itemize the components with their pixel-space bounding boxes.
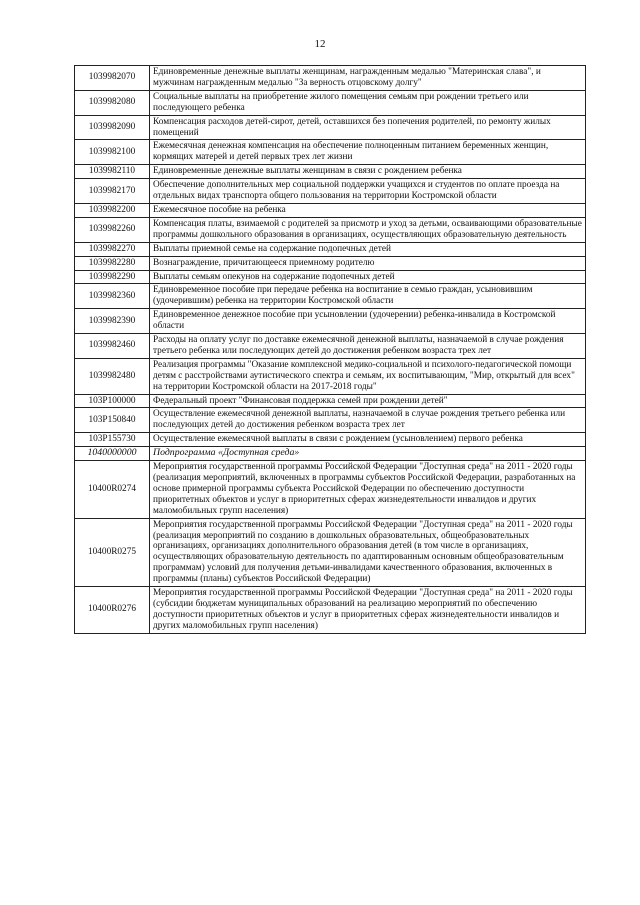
table-row <box>75 140 586 165</box>
description-cell: Реализация программы "Оказание комплексной медико-социальной и психолого-педагогической помощи детям с расстройствами аутистического спектра и семьям, их воспитывающим, "Мир, открытый для всех" на территории Костромской области на 2017-2018 годы" <box>150 358 586 394</box>
description-cell: Федеральный проект "Финансовая поддержка семей при рождении детей" <box>150 394 586 408</box>
description-cell: Вознаграждение, причитающееся приемному родителю <box>150 256 586 270</box>
table-row <box>75 433 586 447</box>
code-cell: 1039982070 <box>75 66 150 91</box>
table-row <box>75 256 586 270</box>
code-cell: 1040000000 <box>75 447 150 461</box>
table-row <box>75 461 586 519</box>
table-row <box>75 203 586 217</box>
description-cell: Мероприятия государственной программы Российской Федерации "Доступная среда" на 2011 - 2020 годы (реализация мероприятий, включенных в программы субъектов Российской Федерации, разработанных на основе примерной программы субъекта Российской Федерации по обеспечению доступности приоритетных объектов и услуг в приоритетных сферах жизнедеятельности инвалидов и других маломобильных групп населения) <box>150 461 586 519</box>
table-row <box>75 270 586 284</box>
code-cell: 1039982390 <box>75 309 150 334</box>
description-cell: Осуществление ежемесячной выплаты в связи с рождением (усыновлением) первого ребенка <box>150 433 586 447</box>
code-cell: 103P150840 <box>75 408 150 433</box>
description-cell: Единовременное денежное пособие при усыновлении (удочерении) ребенка-инвалида в Костромской области <box>150 309 586 334</box>
description-cell: Мероприятия государственной программы Российской Федерации "Доступная среда" на 2011 - 2020 годы (субсидии бюджетам муниципальных образований на реализацию мероприятий по обеспечению доступности приоритетных объектов и услуг в приоритетных сферах жизнедеятельности инвалидов и других маломобильных групп населения) <box>150 587 586 634</box>
description-cell: Компенсация расходов детей-сирот, детей, оставшихся без попечения родителей, по ремонту жилых помещений <box>150 115 586 140</box>
code-cell: 1039982260 <box>75 217 150 242</box>
table-row <box>75 408 586 433</box>
table-row <box>75 358 586 394</box>
description-cell: Осуществление ежемесячной денежной выплаты, назначаемой в случае рождения третьего ребенка или последующих детей до достижения ребенком возраста трех лет <box>150 408 586 433</box>
description-cell: Единовременные денежные выплаты женщинам, награжденным медалью "Материнская слава", и мужчинам награжденным медалью "За верность отцовскому долгу" <box>150 66 586 91</box>
code-cell: 103P155730 <box>75 433 150 447</box>
description-cell: Ежемесячная денежная компенсация на обеспечение полноценным питанием беременных женщин, кормящих матерей и детей первых трех лет жизни <box>150 140 586 165</box>
description-cell: Единовременное пособие при передаче ребенка на воспитание в семью граждан, усыновившим (удочерившим) ребенка на территории Костромской области <box>150 284 586 309</box>
code-cell: 1039982170 <box>75 179 150 204</box>
code-cell: 1039982200 <box>75 203 150 217</box>
code-cell: 1039982110 <box>75 165 150 179</box>
code-cell: 1039982480 <box>75 358 150 394</box>
table-row <box>75 587 586 634</box>
code-cell: 1039982360 <box>75 284 150 309</box>
description-cell: Мероприятия государственной программы Российской Федерации "Доступная среда" на 2011 - 2020 годы (реализация мероприятий по созданию в дошкольных образовательных, общеобразовательных организациях, организациях дополнительного образования детей (в том числе в организациях, осуществляющих образовательную деятельность по адаптированным основным общеобразовательным программам) условий для получения детьми-инвалидами качественного образования, включенных в программы (планы) субъектов Российской Федерации) <box>150 518 586 586</box>
description-cell: Выплаты приемной семье на содержание подопечных детей <box>150 242 586 256</box>
subprogram-row <box>75 447 586 461</box>
code-cell: 1039982090 <box>75 115 150 140</box>
code-cell: 1039982270 <box>75 242 150 256</box>
table-row <box>75 334 586 359</box>
code-cell: 1039982460 <box>75 334 150 359</box>
table-row <box>75 518 586 586</box>
description-cell: Ежемесячное пособие на ребенка <box>150 203 586 217</box>
table-row <box>75 217 586 242</box>
code-cell: 10400R0274 <box>75 461 150 519</box>
code-cell: 10400R0275 <box>75 518 150 586</box>
table-row <box>75 284 586 309</box>
code-cell: 1039982080 <box>75 90 150 115</box>
description-cell: Выплаты семьям опекунов на содержание подопечных детей <box>150 270 586 284</box>
table-row <box>75 90 586 115</box>
table-row <box>75 66 586 91</box>
budget-codes-table <box>74 65 586 634</box>
description-cell: Расходы на оплату услуг по доставке ежемесячной денежной выплаты, назначаемой в случае рождения третьего ребенка или последующих детей до достижения ребенком возраста трех лет <box>150 334 586 359</box>
code-cell: 103P100000 <box>75 394 150 408</box>
code-cell: 1039982280 <box>75 256 150 270</box>
table-row <box>75 165 586 179</box>
description-cell: Подпрограмма «Доступная среда» <box>150 447 586 461</box>
page-number: 12 <box>314 38 326 50</box>
code-cell: 10400R0276 <box>75 587 150 634</box>
description-cell: Единовременные денежные выплаты женщинам в связи с рождением ребенка <box>150 165 586 179</box>
description-cell: Социальные выплаты на приобретение жилого помещения семьям при рождении третьего или последующего ребенка <box>150 90 586 115</box>
description-cell: Компенсация платы, взимаемой с родителей за присмотр и уход за детьми, осваивающими образовательные программы дошкольного образования в организациях, осуществляющих образовательную деятельность <box>150 217 586 242</box>
table-row <box>75 394 586 408</box>
table-row <box>75 115 586 140</box>
code-cell: 1039982100 <box>75 140 150 165</box>
description-cell: Обеспечение дополнительных мер социальной поддержки учащихся и студентов по оплате проезда на отдельных видах транспорта общего пользования на территории Костромской области <box>150 179 586 204</box>
table-row <box>75 309 586 334</box>
table-row <box>75 242 586 256</box>
table-row <box>75 179 586 204</box>
code-cell: 1039982290 <box>75 270 150 284</box>
